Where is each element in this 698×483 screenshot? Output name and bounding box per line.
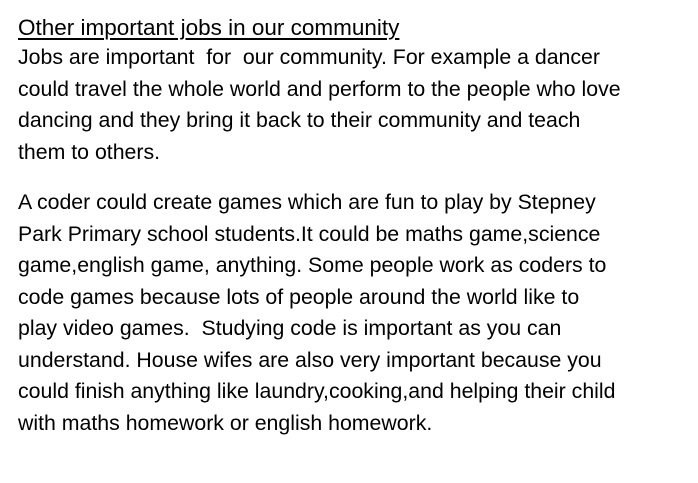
- document-body: [18, 14, 688, 439]
- paragraph-coder: [18, 187, 688, 439]
- paragraph-line: Jobs are important for our community. For example a dancer: [18, 45, 600, 69]
- document-title: Other important jobs in our community: [18, 15, 400, 40]
- paragraph-dancer: [18, 42, 688, 168]
- paragraph-spacer: [18, 168, 688, 187]
- paragraph-line: play video games. Studying code is important as you can: [18, 316, 562, 340]
- paragraph-line: them to others.: [18, 139, 161, 164]
- paragraph-line: dancing and they bring it back to their community and teach: [18, 108, 581, 132]
- paragraph-line: with maths homework or english homework.: [18, 410, 433, 435]
- paragraph-line: Park Primary school students.It could be maths game,science: [18, 221, 601, 246]
- paragraph-line: understand. House wifes are also very important because you: [18, 347, 602, 372]
- paragraph-line: game,english game, anything. Some people work as coders to: [18, 253, 607, 277]
- paragraph-line: A coder could create games which are fun to play by Stepney: [18, 190, 596, 214]
- paragraph-line: code games because lots of people around the world like to: [18, 284, 580, 309]
- paragraph-line: could finish anything like laundry,cooking,and helping their child: [18, 379, 616, 403]
- paragraph-line: could travel the whole world and perform to the people who love: [18, 76, 621, 101]
